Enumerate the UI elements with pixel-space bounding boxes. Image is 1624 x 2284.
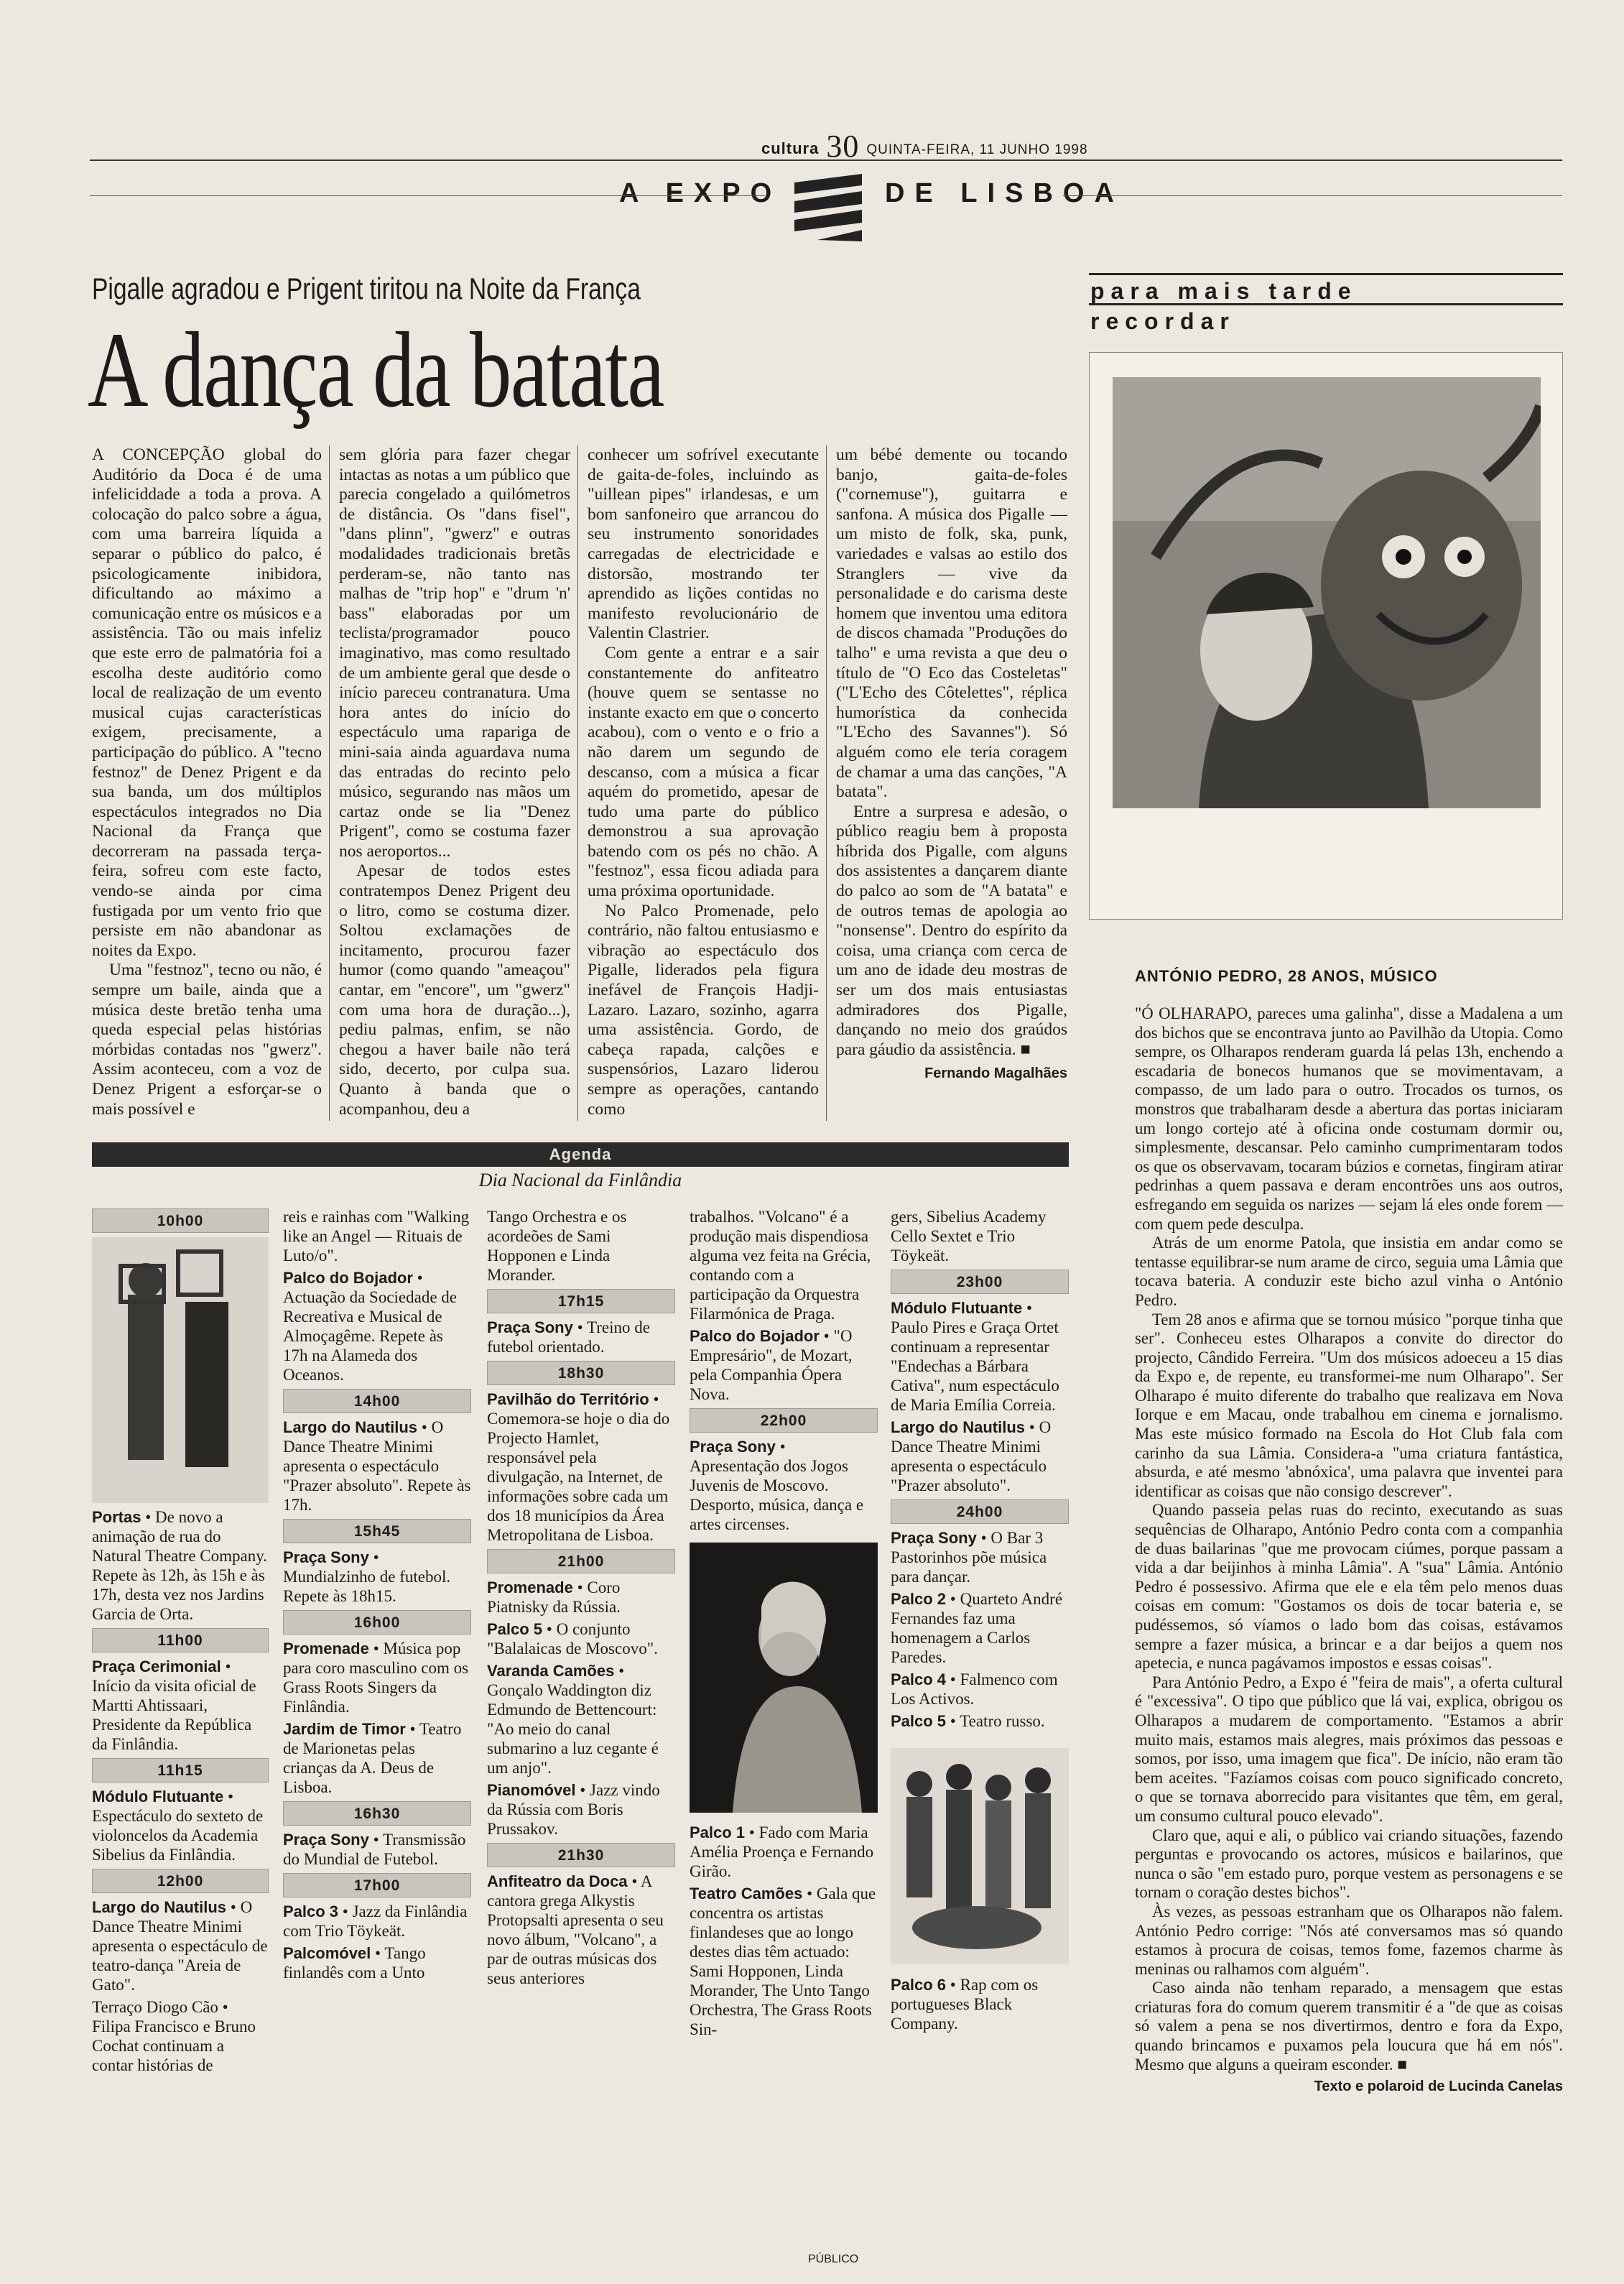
agenda-entry: trabalhos. "Volcano" é a produção mais dispendiosa alguma vez feita na Grécia, contando com a participação da Orquestra Filarmónica de Praga. [690,1208,871,1323]
venue: Varanda Camões [487,1662,615,1680]
paragraph: Tem 28 anos e afirma que se tornou músico "porque tinha que ser". Conheceu estes Olharapos a convite do director do projecto, Cândido Ferreira. "Um dos músicos adoeceu a 15 dias da Expo e, de repente, eu transformei-me num Olharapo". Ser Olharapo é muito diferente do trabalho que realizava em Nova Iorque e em Macau, onde trabalhou em cinema e jornalismo. Mas este músico formado na Escola do Hot Club fala com carinho da sua Lâmia. Considera-a "uma criatura fantástica, absurda, e até mesmo 'abnóxica', uma palavra que inventei para identificar as coisas que não consigo descrever". [1135,1310,1563,1500]
agenda-entry: Largo do Nautilus • O Dance Theatre Minimi apresenta o espectáculo "Prazer absoluto". [891,1418,1052,1494]
sidebar-title-line1: para mais tarde [1090,278,1358,304]
venue: Palco 4 [891,1670,947,1688]
time-slot: 11h00 [92,1628,269,1652]
venue: Palco 2 [891,1590,947,1608]
event-text: "O Empresário", de Mozart, pela Companhia Ópera Nova. [690,1327,853,1403]
event-text: Comemora-se hoje o dia do Projecto Hamlet, responsável pela divulgação, na Internet, de informações sobre cada um dos 18 municípios da Área Metropolitana de Lisboa. [487,1410,670,1544]
venue: Palco 1 [690,1823,746,1841]
agenda-entry: Praça Sony • Apresentação dos Jogos Juvenis de Moscovo. Desporto, música, dança e artes circenses. [690,1438,864,1533]
article-byline: Fernando Magalhães [924,1065,1067,1082]
agenda-entry: Praça Cerimonial • Início da visita oficial de Martti Ahtissaari, Presidente da República da Finlândia. [92,1657,256,1753]
agenda-photo-singer [690,1543,878,1813]
expo-banner-left: A EXPO [619,178,782,208]
time-slot: 14h00 [283,1389,471,1413]
event-text: De novo a animação de rua do Natural Theatre Company. Repete às 12h, às 15h e às 17h, desta vez nos Jardins Garcia de Orta. [92,1508,267,1623]
polaroid-frame [1089,352,1563,920]
venue: Praça Sony [891,1529,977,1547]
polaroid-photo [1113,377,1541,808]
event-text: A cantora grega Alkystis Protopsalti apresenta o seu novo álbum, "Volcano", a par de outras músicas dos seus anteriores [487,1872,664,1987]
paragraph: A CONCEPÇÃO global do Auditório da Doca é de uma infeliciddade a toda a prova. A colocação do palco sobre a água, com uma barreira líquida a separar o público do palco, é psicologicamente inibidora, dificultando ao máximo a comunicação entre os músicos e a assistência. Tão ou mais infeliz que este erro de palmatória foi a escolha deste auditório como local de realização de um evento musical cujas características exigem, precisamente, a participação do público. A "tecno festnoz" de Denez Prigent e da sua banda, um dos múltiplos espectáculos integrados no Dia Nacional da França que decorreram na passada terça-feira, sofreu com este facto, vendo-se ainda por cima fustigada por um vento frio que persiste em não abandonar as noites da Expo. [92,445,322,960]
agenda-photo-rap-group [891,1748,1069,1964]
agenda-entry: Palco 4 • Falmenco com Los Activos. [891,1670,1058,1708]
column-rule [329,445,330,1121]
agenda-entry: reis e rainhas com "Walking like an Angel — Rituais de Luto/o". [283,1208,470,1264]
agenda-entry: Palco do Bojador • Actuação da Sociedade de Recreativa e Musical de Almoçagême. Repete às 17h na Alameda dos Oceanos. [283,1269,458,1384]
time-slot: 10h00 [92,1208,269,1233]
expo-logo-icon [789,170,868,244]
sidebar-rule-top [1089,273,1563,275]
venue: Palco 5 [487,1620,543,1638]
agenda-entry: Palco 5 • O conjunto "Balalaicas de Moscovo". [487,1620,658,1657]
agenda-entry: Terraço Diogo Cão • Filipa Francisco e Bruno Cochat continuam a contar histórias de [92,1998,256,2074]
time-slot: 21h00 [487,1549,675,1573]
event-text: Teatro de Marionetas pelas crianças da A. Deus de Lisboa. [283,1720,462,1796]
paragraph: sem glória para fazer chegar intactas as notas a um público que parecia congelado a quilómetros de distância. Os "dans fisel", "dans plinn", "gwerz" e outras modalidades tradicionais bretãs perderam-se, não tanto nas malhas de "trip hop" e "drum 'n' bass" elaboradas por um teclista/programador pouco imaginativo, mas como resultado de um ambiente geral que desde o início pareceu contranatura. Uma hora antes do início do espectáculo uma rapariga de mini-saia ainda aguardava numa das entradas do recinto pelo músico, segurando nas mãos um cartaz onde se lia "Denez Prigent", como se costuma fazer nos aeroportos... [339,445,570,861]
expo-banner-right: DE LISBOA [885,178,1124,208]
agenda-entry: Praça Sony • Mundialzinho de futebol. Repete às 18h15. [283,1548,451,1605]
venue: Anfiteatro da Doca [487,1872,628,1890]
event-text: Tango finlandês com a Unto [283,1944,426,1982]
venue: Promenade [487,1578,573,1596]
sidebar-title-line2: recordar [1090,308,1235,334]
event-text: O Bar 3 Pastorinhos põe música para dançar. [891,1529,1047,1586]
venue: Palco do Bojador [690,1327,820,1345]
agenda-photo-performers [92,1237,269,1503]
event-text: Rap com os portugueses Black Company. [891,1976,1039,2033]
time-slot: 16h30 [283,1801,471,1826]
event-text: O conjunto "Balalaicas de Moscovo". [487,1620,658,1657]
agenda-entry: Promenade • Música pop para coro masculino com os Grass Roots Singers da Finlândia. [283,1640,469,1716]
event-text: Actuação da Sociedade de Recreativa e Musical de Almoçagême. Repete às 17h na Alameda dos Oceanos. [283,1288,458,1384]
agenda-column-5 [891,1207,1069,2036]
article-headline: A dança da batata [88,310,664,430]
event-text: O Dance Theatre Minimi apresenta o espectáculo "Prazer absoluto". [891,1418,1052,1494]
venue: Pianomóvel [487,1781,576,1799]
venue: Promenade [283,1640,369,1657]
paragraph: um bébé demente ou tocando banjo, gaita-de-foles ("cornemuse"), guitarra e sanfona. A música dos Pigalle — um misto de folk, ska, punk, variedades e valsas ao estilo dos Stranglers — vive da personalidade e do carisma deste homem que inventou uma editora de discos chamada "Produções do talho" e uma revista a que deu o título de "O Eco das Costeletas" ("L'Echo des Côtelettes", réplica humorística da conhecida "L'Echo des Savannes"). Só alguém como ele teria coragem de chamar a uma das canções, "A batata". [836,445,1067,802]
agenda-entry: Praça Sony • Transmissão do Mundial de Futebol. [283,1831,466,1868]
sidebar-caption-head: ANTÓNIO PEDRO, 28 ANOS, MÚSICO [1135,967,1438,985]
event-text: O Dance Theatre Minimi apresenta o espectáculo de teatro-dança "Areia de Gato". [92,1898,268,1994]
venue: Portas [92,1508,141,1526]
event-text: Quarteto André Fernandes faz uma homenagem a Carlos Paredes. [891,1590,1063,1666]
paragraph: Uma "festnoz", tecno ou não, é sempre um baile, ainda que a música deste bretão tenha uma queda especial pelas histórias mórbidas contadas nos "gwerz". Assim aconteceu, com a voz de Denez Prigent a esforçar-se o mais possível e [92,961,322,1119]
event-text: Treino de futebol orientado. [487,1318,650,1356]
event-text: Jazz da Finlândia com Trio Töykeät. [283,1902,468,1940]
agenda-entry: Pavilhão do Território • Comemora-se hoje o dia do Projecto Hamlet, responsável pela divulgação, na Internet, de informações sobre cada um dos 18 municípios da Área Metropolitana de Lisboa. [487,1390,670,1544]
agenda-entry: Palco 3 • Jazz da Finlândia com Trio Töykeät. [283,1902,468,1940]
event-text: Teatro russo. [960,1712,1045,1730]
paragraph: Caso ainda não tenham reparado, a mensagem que estas criaturas fora do comum querem transmitir é a "de que as coisas só valem a pena se nos divertirmos, dentro e fora da Expo, quando brincamos e puxamos pela loucura que há em nós". Mesmo que alguns a queiram esconder. ■ [1135,1979,1563,2073]
paragraph: Quando passeia pelas ruas do recinto, executando as suas sequências de Olharapo, António Pedro conta com a companhia de duas bailarinas "que me provocam ciúmes, porque passam a vida a dar beijinhos à minha Lâmia". A "sua" Lâmia. António Pedro é possessivo. Afirma que ele e ela têm pelo menos duas coisas em comum: "Gostamos os dois de tocar bateria e, se pudéssemos, só víamos o lado bom das coisas, estávamos sempre a fazer música, a brincar e a dar beijos a quem nos apetecia, e nunca pagávamos impostos e essas coisas". [1135,1501,1563,1673]
venue: Palco 5 [891,1712,947,1730]
agenda-entry: Promenade • Coro Piatnisky da Rússia. [487,1578,621,1616]
time-slot: 17h00 [283,1873,471,1897]
agenda-column-3 [487,1207,675,1991]
event-text: Gonçalo Waddington diz Edmundo de Bettencourt: "Ao meio do canal submarino a luz cegante é um anjo". [487,1681,659,1777]
article-column-4 [836,445,1067,1084]
event-text: Música pop para coro masculino com os Grass Roots Singers da Finlândia. [283,1640,469,1716]
venue: Jardim de Timor [283,1720,406,1738]
agenda-entry: Palco 1 • Fado com Maria Amélia Proença e Fernando Girão. [690,1823,874,1880]
time-slot: 22h00 [690,1408,878,1433]
agenda-entry: Palco 6 • Rap com os portugueses Black Company. [891,1976,1039,2033]
venue: Praça Cerimonial [92,1657,221,1675]
agenda-entry: gers, Sibelius Academy Cello Sextet e Trio Töykeät. [891,1208,1047,1264]
banner-rule-left [90,195,765,196]
venue: Pavilhão do Território [487,1390,649,1408]
column-rule [577,445,578,1121]
agenda-entry: Palcomóvel • Tango finlandês com a Unto [283,1944,426,1982]
agenda-column-2 [283,1207,471,1985]
event-text: Gala que concentra os artistas finlandeses que ao longo destes dias têm actuado: Sami Hopponen, Linda Morander, The Unto Tango Orchestra, The Grass Roots Sin- [690,1885,876,2038]
sidebar-title [1090,276,1358,336]
time-slot: 15h45 [283,1519,471,1543]
agenda-entry: Tango Orchestra e os acordeões de Sami Hopponen e Linda Morander. [487,1208,627,1284]
event-text: Espectáculo do sexteto de violoncelos da Academia Sibelius da Finlândia. [92,1807,264,1864]
section-name: cultura [761,139,820,157]
agenda-entry: Jardim de Timor • Teatro de Marionetas pelas crianças da A. Deus de Lisboa. [283,1720,462,1796]
paragraph: Apesar de todos estes contratempos Denez Prigent deu o litro, como se costuma dizer. Soltou exclamações de incitamento, procurou fazer humor (como quando "ameaçou" cantar, em "encore", um "gwerz" com uma hora de duração...), pediu palmas, enfim, se não chegou a haver baile não terá sido, decerto, por culpa sua. Quanto à banda que o acompanhou, deu a [339,861,570,1119]
issue-date: QUINTA-FEIRA, 11 JUNHO 1998 [866,142,1088,157]
event-text: O Dance Theatre Minimi apresenta o espectáculo "Prazer absoluto". Repete às 17h. [283,1418,471,1514]
time-slot: 16h00 [283,1610,471,1635]
column-rule [826,445,827,1121]
venue: Praça Sony [283,1548,369,1566]
event-text: Apresentação dos Jogos Juvenis de Moscovo. Desporto, música, dança e artes circenses. [690,1457,864,1533]
page-footer: PÚBLICO [808,2253,859,2265]
venue: Palco 6 [891,1976,947,1994]
article-column-1 [92,445,322,1119]
time-slot: 18h30 [487,1361,675,1385]
venue: Palco do Bojador [283,1269,413,1287]
paragraph: Às vezes, as pessoas estranham que os Olharapos não falem. António Pedro corrige: "Nós até conversamos mas só quando estamos à procura de coisas, temos fome, fazemos charme às meninas ou ralhamos com alguém". [1135,1902,1563,1978]
event-text: Fado com Maria Amélia Proença e Fernando Girão. [690,1823,874,1880]
event-text: Transmissão do Mundial de Futebol. [283,1831,466,1868]
paragraph: "Ó OLHARAPO, pareces uma galinha", disse a Madalena a um dos bichos que se encontrava junto ao Pavilhão da Utopia. Como sempre, os Olharapos renderam guarda lá pelas 13h, enchendo a escadaria de bonecos humanos que se movimentavam, a compasso, de um lado para o outro. Trocados os turnos, os monstros que trabalharam desde a abertura das portas iniciaram um longo cortejo até à oficina onde costumam dormir ou, simplesmente, descansar. Pelo caminho cumprimentaram todos os que os observavam, tocaram búzios e cornetas, fingiram atirar pedrinhas a quem passava e deram encontrões uns aos outros, esfregando em seguida os narizes — sejam lá eles onde forem — com quem pede desculpa. [1135,1004,1563,1233]
time-slot: 23h00 [891,1270,1069,1294]
event-text: Início da visita oficial de Martti Ahtissaari, Presidente da República da Finlândia. [92,1677,256,1753]
venue: Praça Sony [690,1438,776,1456]
article-column-3 [588,445,819,1119]
page-number: 30 [826,129,860,164]
venue: Largo do Nautilus [92,1898,226,1916]
agenda-entry: Módulo Flutuante • Paulo Pires e Graça Ortet continuam a representar "Endechas a Bárbara Cativa", num espectáculo de Maria Emília Correia. [891,1299,1059,1414]
venue: Módulo Flutuante [92,1788,224,1806]
event-text: Mundialzinho de futebol. Repete às 18h15. [283,1568,451,1605]
agenda-entry: Praça Sony • O Bar 3 Pastorinhos põe música para dançar. [891,1529,1047,1586]
time-slot: 12h00 [92,1869,269,1893]
sidebar-credit: Texto e polaroid de Lucinda Canelas [1314,2079,1563,2095]
time-slot: 21h30 [487,1843,675,1867]
agenda-entry: Palco 2 • Quarteto André Fernandes faz uma homenagem a Carlos Paredes. [891,1590,1063,1666]
agenda-entry: Palco do Bojador • "O Empresário", de Mozart, pela Companhia Ópera Nova. [690,1327,853,1403]
event-text: Paulo Pires e Graça Ortet continuam a representar "Endechas a Bárbara Cativa", num espectáculo de Maria Emília Correia. [891,1318,1059,1414]
agenda-entry: Pianomóvel • Jazz vindo da Rússia com Boris Prussakov. [487,1781,660,1838]
agenda-column-1 [92,1204,269,2078]
agenda-column-4 [690,1207,878,2042]
agenda-entry: Praça Sony • Treino de futebol orientado. [487,1318,650,1356]
agenda-entry: Módulo Flutuante • Espectáculo do sexteto de violoncelos da Academia Sibelius da Finlândia. [92,1788,264,1864]
venue: Largo do Nautilus [891,1418,1025,1436]
paragraph: Claro que, aqui e ali, o público vai criando situações, fazendo perguntas e provocando os actores, músicos e bailarinos, que nunca o são "em estado puro, porque vestem as personagens e se tornam o coração destes bichos". [1135,1826,1563,1902]
agenda-entry: Varanda Camões • Gonçalo Waddington diz Edmundo de Bettencourt: "Ao meio do canal submarino a luz cegante é um anjo". [487,1662,659,1777]
sidebar-rule-mid [1089,303,1563,305]
time-slot: 24h00 [891,1499,1069,1524]
venue: Praça Sony [283,1831,369,1849]
event-text: Coro Piatnisky da Rússia. [487,1578,621,1616]
banner-rule-right [1063,195,1562,196]
time-slot: 17h15 [487,1289,675,1313]
article-subhead: Pigalle agradou e Prigent tiritou na Noite da França [92,272,641,305]
event-text: Jazz vindo da Rússia com Boris Prussakov. [487,1781,660,1838]
agenda-entry: Palco 5 • Teatro russo. [891,1712,1045,1730]
sidebar-text [1135,1004,1563,2096]
venue: Palco 3 [283,1902,339,1920]
event-text: Falmenco com Los Activos. [891,1670,1058,1708]
paragraph: conhecer um sofrível executante de gaita-de-foles, incluindo as "uillean pipes" irlandesas, e um bom sanfoneiro que arrancou do seu instrumento sonoridades carregadas de electricidade e distorsão, mostrando ter aprendido as lições contidas no manifesto revolucionário de Valentin Clastrier. [588,445,819,643]
agenda-entry: Teatro Camões • Gala que concentra os artistas finlandeses que ao longo destes dias têm actuado: Sami Hopponen, Linda Morander, The Unto Tango Orchestra, The Grass Roots Sin- [690,1885,876,2038]
venue: Módulo Flutuante [891,1299,1023,1317]
venue: Praça Sony [487,1318,573,1336]
venue: Palcomóvel [283,1944,371,1962]
agenda-entry: Anfiteatro da Doca • A cantora grega Alkystis Protopsalti apresenta o seu novo álbum, "Volcano", a par de outras músicas dos seus anteriores [487,1872,664,1987]
agenda-entry: Portas • De novo a animação de rua do Natural Theatre Company. Repete às 12h, às 15h e às 17h, desta vez nos Jardins Garcia de Orta. [92,1508,267,1623]
agenda-entry: Largo do Nautilus • O Dance Theatre Minimi apresenta o espectáculo de teatro-dança "Areia de Gato". [92,1898,268,1994]
venue: Teatro Camões [690,1885,803,1902]
paragraph: Entre a surpresa e adesão, o público reagiu bem à proposta híbrida dos Pigalle, com alguns dos assistentes a dançarem diante do palco ao som de "A batata" e de outros temas de apologia ao "nonsense". Dentro do espírito da coisa, uma criança com cerca de um ano de idade deu mostras de ser um dos mais entusiastas admiradores dos Pigalle, dançando no meio dos graúdos para gáudio da assistência. ■ [836,802,1067,1059]
venue: Largo do Nautilus [283,1418,417,1436]
top-rule [90,159,1562,161]
paragraph: Para António Pedro, a Expo é "feira de mais", a oferta cultural é "excessiva". O tipo que público que lá vai, explica, obrigou os Olharapos a mudarem de comportamento. "Estamos a abrir muito mais, estamos mais alegres, mais próximos das pessoas e somos, por isso, uma imagem que fica". De início, não eram tão bem aceites. "Fazíamos coisas com pouco significado concreto, o que se tornava aborrecido para visitantes que têm, em geral, um consumo cultural pouco elevado". [1135,1673,1563,1825]
agenda-entry: Largo do Nautilus • O Dance Theatre Minimi apresenta o espectáculo "Prazer absoluto". Repete às 17h. [283,1418,471,1514]
paragraph: No Palco Promenade, pelo contrário, não faltou entusiasmo e vibração ao espectáculo dos Pigalle, liderados pela figura inefável de François Hadji-Lazaro. Lazaro, sozinho, agarra uma assistência. Gordo, de cabeça rapada, calções e suspensórios, Lazaro liderou sempre as operações, cantando como [588,901,819,1119]
paragraph: Atrás de um enorme Patola, que insistia em andar como se tentasse equilibrar-se num arame de circo, seguia uma Lâmia que tocava bateria. A conduzir este bicho azul vinha o António Pedro. [1135,1234,1563,1309]
agenda-title: Agenda [92,1142,1069,1167]
agenda-subtitle: Dia Nacional da Finlândia [478,1170,682,1190]
time-slot: 11h15 [92,1758,269,1783]
paragraph: Com gente a entrar e a sair constantemente do anfiteatro (houve quem se sentasse no instante exacto em que o concerto acabou), com o vento e o frio a não darem um segundo de descanso, com a música a ficar aquém do prometido, apesar de tudo uma parte do público demonstrou a sua aprovação batendo com os pés no chão. A "festnoz", essa ficou adiada para uma próxima oportunidade. [588,643,819,901]
article-column-2 [339,445,570,1119]
